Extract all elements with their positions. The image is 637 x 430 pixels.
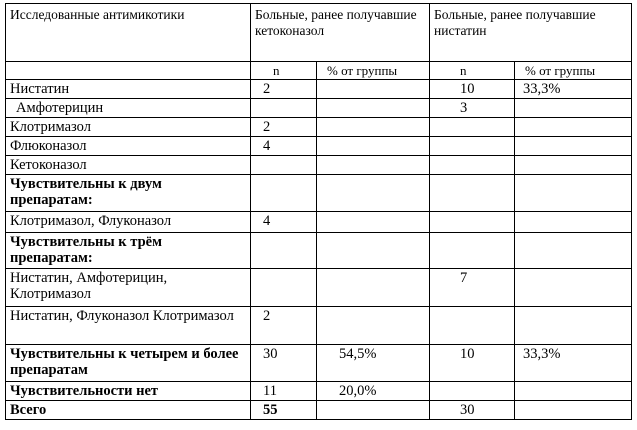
row-n-n: [430, 233, 515, 269]
table-row: [6, 156, 632, 175]
row-n-pct: 33,3%: [515, 80, 632, 99]
row-k-pct: [317, 269, 430, 307]
row-n-pct: [515, 156, 632, 175]
table-row: [6, 137, 632, 156]
header-ketoconazole-group: Больные, ранее получавшие кетоконазол: [251, 4, 430, 62]
subheader-empty: [6, 62, 251, 80]
row-k-pct: 54,5%: [317, 345, 430, 382]
row-n-n: [430, 175, 515, 212]
table-row: [6, 175, 632, 212]
row-n-pct: [515, 137, 632, 156]
row-n-n: 7: [430, 269, 515, 307]
row-label: Чувствительны к четырем и более препаратам: [6, 345, 251, 382]
row-k-n: 4: [251, 212, 317, 233]
row-k-n: 4: [251, 137, 317, 156]
row-n-pct: [515, 212, 632, 233]
table-row: [6, 307, 632, 345]
antimycotics-table: [5, 3, 632, 420]
header-row: [6, 4, 632, 62]
table-row: [6, 212, 632, 233]
subheader-n-n: n: [430, 62, 515, 80]
table-row: [6, 233, 632, 269]
row-k-pct: [317, 99, 430, 118]
row-n-pct: [515, 175, 632, 212]
row-n-n: [430, 137, 515, 156]
row-n-pct: 33,3%: [515, 345, 632, 382]
row-k-n: [251, 99, 317, 118]
row-label: Флюконазол: [6, 137, 251, 156]
row-k-pct: [317, 118, 430, 137]
row-k-n: 2: [251, 118, 317, 137]
row-label: Нистатин: [6, 80, 251, 99]
row-k-n: [251, 233, 317, 269]
subheader-k-n: n: [251, 62, 317, 80]
row-k-n: [251, 269, 317, 307]
row-k-pct: 20,0%: [317, 382, 430, 401]
row-k-pct: [317, 233, 430, 269]
table-row: [6, 80, 632, 99]
row-label: Чувствительности нет: [6, 382, 251, 401]
row-n-n: [430, 118, 515, 137]
table-row: [6, 345, 632, 382]
row-label: Чувствительны к трём препаратам:: [6, 233, 251, 269]
row-n-pct: [515, 401, 632, 420]
row-label: Амфотерицин: [6, 99, 251, 118]
row-k-pct: [317, 156, 430, 175]
row-k-n: 30: [251, 345, 317, 382]
header-drugs: Исследованные антимикотики: [6, 4, 251, 62]
row-k-pct: [317, 401, 430, 420]
row-n-n: [430, 156, 515, 175]
row-n-n: 10: [430, 80, 515, 99]
row-label: Всего: [6, 401, 251, 420]
table-row: [6, 118, 632, 137]
row-label: Чувствительны к двум препаратам:: [6, 175, 251, 212]
table-row: [6, 382, 632, 401]
table-row: [6, 269, 632, 307]
row-n-pct: [515, 269, 632, 307]
row-k-n: 11: [251, 382, 317, 401]
row-n-pct: [515, 233, 632, 269]
row-k-pct: [317, 137, 430, 156]
header-nystatin-group: Больные, ранее получавшие нистатин: [430, 4, 632, 62]
row-n-n: 30: [430, 401, 515, 420]
row-n-n: [430, 382, 515, 401]
row-k-n: 2: [251, 307, 317, 345]
table-row: [6, 99, 632, 118]
row-label: Нистатин, Флуконазол Клотримазол: [6, 307, 251, 345]
row-k-n: 55: [251, 401, 317, 420]
row-n-pct: [515, 99, 632, 118]
row-k-pct: [317, 212, 430, 233]
row-k-n: [251, 175, 317, 212]
row-k-n: [251, 156, 317, 175]
row-label: Кетоконазол: [6, 156, 251, 175]
row-k-pct: [317, 175, 430, 212]
row-n-n: [430, 212, 515, 233]
row-label: Нистатин, Амфотерицин, Клотримазол: [6, 269, 251, 307]
table-row: [6, 401, 632, 420]
row-n-n: 10: [430, 345, 515, 382]
subheader-row: [6, 62, 632, 80]
subheader-n-pct: % от группы: [515, 62, 632, 80]
row-n-pct: [515, 307, 632, 345]
row-n-n: [430, 307, 515, 345]
row-k-pct: [317, 80, 430, 99]
row-k-n: 2: [251, 80, 317, 99]
row-label: Клотримазол: [6, 118, 251, 137]
subheader-k-pct: % от группы: [317, 62, 430, 80]
row-label: Клотримазол, Флуконазол: [6, 212, 251, 233]
row-n-pct: [515, 118, 632, 137]
row-n-pct: [515, 382, 632, 401]
row-n-n: 3: [430, 99, 515, 118]
row-k-pct: [317, 307, 430, 345]
